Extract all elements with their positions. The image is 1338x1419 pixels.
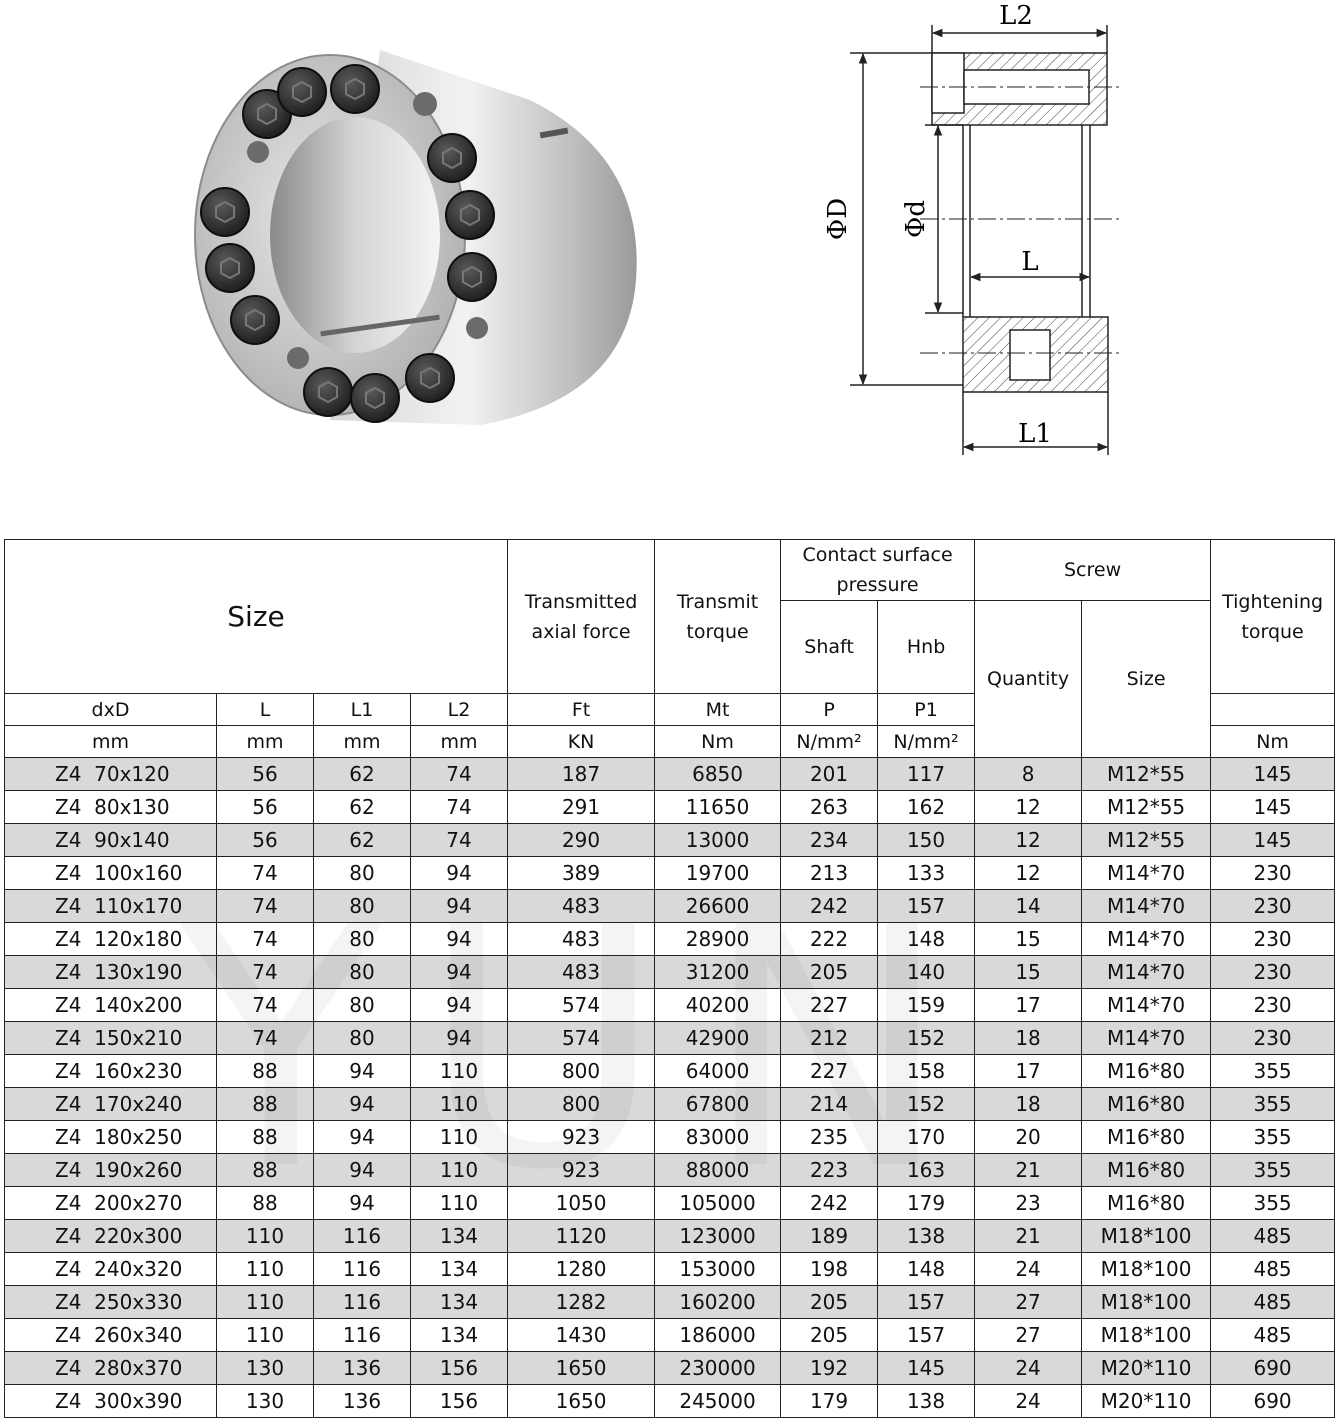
cell-P1: 157 (878, 1286, 975, 1319)
cell-tightening: 690 (1211, 1385, 1335, 1418)
cell-screw-size: M16*80 (1082, 1187, 1211, 1220)
cell-screw-size: M16*80 (1082, 1121, 1211, 1154)
cell-tightening: 230 (1211, 989, 1335, 1022)
symbol-dxD: dxD (5, 694, 217, 726)
cell-L1: 80 (314, 956, 411, 989)
cell-L: 74 (217, 923, 314, 956)
cell-L2: 74 (411, 791, 508, 824)
table-row (5, 1121, 1335, 1154)
dim-label-L: L (1021, 247, 1039, 277)
cell-L1: 94 (314, 1055, 411, 1088)
cell-L2: 74 (411, 758, 508, 791)
cell-L2: 110 (411, 1187, 508, 1220)
cell-quantity: 17 (975, 1055, 1082, 1088)
cell-quantity: 27 (975, 1319, 1082, 1352)
cell-Ft: 483 (508, 956, 655, 989)
cell-P: 201 (781, 758, 878, 791)
header-tightening-torque: Tightening torque (1211, 540, 1335, 694)
cell-L: 88 (217, 1055, 314, 1088)
cell-P1: 145 (878, 1352, 975, 1385)
cell-L: 74 (217, 956, 314, 989)
table-row (5, 1055, 1335, 1088)
cell-L1: 116 (314, 1286, 411, 1319)
cell-L: 56 (217, 824, 314, 857)
cell-L2: 94 (411, 1022, 508, 1055)
cell-quantity: 21 (975, 1154, 1082, 1187)
cell-screw-size: M12*55 (1082, 824, 1211, 857)
cell-P: 179 (781, 1385, 878, 1418)
cell-P: 227 (781, 1055, 878, 1088)
cell-L: 110 (217, 1253, 314, 1286)
dim-label-L2: L2 (999, 1, 1033, 31)
cell-tightening: 145 (1211, 791, 1335, 824)
table-row (5, 824, 1335, 857)
cell-tightening: 355 (1211, 1088, 1335, 1121)
cell-quantity: 23 (975, 1187, 1082, 1220)
cell-L1: 136 (314, 1385, 411, 1418)
cell-Ft: 800 (508, 1088, 655, 1121)
cell-L1: 136 (314, 1352, 411, 1385)
cell-tightening: 355 (1211, 1121, 1335, 1154)
table-row (5, 1253, 1335, 1286)
cell-size: Z4 220x300 (5, 1220, 217, 1253)
symbol-Ft: Ft (508, 694, 655, 726)
cell-P: 263 (781, 791, 878, 824)
cell-Ft: 574 (508, 1022, 655, 1055)
cell-tightening: 485 (1211, 1286, 1335, 1319)
cell-tightening: 485 (1211, 1253, 1335, 1286)
cell-Ft: 1120 (508, 1220, 655, 1253)
table-row (5, 1220, 1335, 1253)
cell-L1: 80 (314, 890, 411, 923)
table-row (5, 1088, 1335, 1121)
cell-L2: 156 (411, 1385, 508, 1418)
cell-P1: 162 (878, 791, 975, 824)
cell-L: 88 (217, 1187, 314, 1220)
cell-Ft: 389 (508, 857, 655, 890)
cell-L1: 94 (314, 1154, 411, 1187)
cell-size: Z4 250x330 (5, 1286, 217, 1319)
table-row (5, 1286, 1335, 1319)
cell-tightening: 485 (1211, 1319, 1335, 1352)
cell-tightening: 145 (1211, 758, 1335, 791)
header-screw: Screw (975, 540, 1211, 601)
cell-size: Z4 100x160 (5, 857, 217, 890)
cell-P1: 152 (878, 1022, 975, 1055)
cell-P1: 138 (878, 1385, 975, 1418)
cell-screw-size: M14*70 (1082, 989, 1211, 1022)
cell-P1: 157 (878, 1319, 975, 1352)
cell-L2: 134 (411, 1319, 508, 1352)
cell-P: 234 (781, 824, 878, 857)
cell-L: 74 (217, 989, 314, 1022)
cell-Mt: 31200 (655, 956, 781, 989)
cell-size: Z4 110x170 (5, 890, 217, 923)
unit-P: N/mm² (781, 726, 878, 758)
cell-Ft: 923 (508, 1121, 655, 1154)
cell-P1: 157 (878, 890, 975, 923)
cell-Ft: 291 (508, 791, 655, 824)
cell-Mt: 67800 (655, 1088, 781, 1121)
cell-Mt: 28900 (655, 923, 781, 956)
table-row (5, 1187, 1335, 1220)
cell-screw-size: M18*100 (1082, 1253, 1211, 1286)
unit-dxD: mm (5, 726, 217, 758)
header-shaft: Shaft (781, 601, 878, 694)
cell-L: 88 (217, 1154, 314, 1187)
cell-L: 88 (217, 1088, 314, 1121)
cell-screw-size: M16*80 (1082, 1088, 1211, 1121)
cell-Mt: 245000 (655, 1385, 781, 1418)
cell-screw-size: M18*100 (1082, 1319, 1211, 1352)
cell-quantity: 17 (975, 989, 1082, 1022)
cell-quantity: 15 (975, 923, 1082, 956)
cell-P: 242 (781, 890, 878, 923)
cell-P1: 158 (878, 1055, 975, 1088)
cell-screw-size: M12*55 (1082, 791, 1211, 824)
table-row (5, 857, 1335, 890)
cell-L2: 110 (411, 1088, 508, 1121)
cell-Mt: 26600 (655, 890, 781, 923)
cell-quantity: 21 (975, 1220, 1082, 1253)
cell-P: 192 (781, 1352, 878, 1385)
symbol-P: P (781, 694, 878, 726)
cell-tightening: 355 (1211, 1154, 1335, 1187)
unit-L: mm (217, 726, 314, 758)
cell-Ft: 923 (508, 1154, 655, 1187)
cell-Mt: 11650 (655, 791, 781, 824)
cell-screw-size: M16*80 (1082, 1154, 1211, 1187)
symbol-Mt: Mt (655, 694, 781, 726)
table-row (5, 1319, 1335, 1352)
cell-Ft: 574 (508, 989, 655, 1022)
cell-L: 74 (217, 1022, 314, 1055)
cell-tightening: 145 (1211, 824, 1335, 857)
cell-Ft: 187 (508, 758, 655, 791)
cell-Mt: 160200 (655, 1286, 781, 1319)
cell-screw-size: M14*70 (1082, 857, 1211, 890)
symbol-L1: L1 (314, 694, 411, 726)
cell-P: 205 (781, 956, 878, 989)
cell-P: 242 (781, 1187, 878, 1220)
cell-size: Z4 180x250 (5, 1121, 217, 1154)
cell-L2: 110 (411, 1055, 508, 1088)
cell-quantity: 27 (975, 1286, 1082, 1319)
cell-screw-size: M18*100 (1082, 1220, 1211, 1253)
cell-P: 213 (781, 857, 878, 890)
cell-L1: 80 (314, 1022, 411, 1055)
cell-L1: 80 (314, 989, 411, 1022)
cell-P: 227 (781, 989, 878, 1022)
cell-L1: 62 (314, 824, 411, 857)
header-axial-force: Transmitted axial force (508, 540, 655, 694)
table-row (5, 1154, 1335, 1187)
cell-P1: 148 (878, 1253, 975, 1286)
cell-Mt: 105000 (655, 1187, 781, 1220)
cell-size: Z4 90x140 (5, 824, 217, 857)
cell-Ft: 1282 (508, 1286, 655, 1319)
cell-Ft: 483 (508, 923, 655, 956)
cell-L2: 94 (411, 890, 508, 923)
cell-screw-size: M14*70 (1082, 1022, 1211, 1055)
cell-quantity: 24 (975, 1253, 1082, 1286)
cell-quantity: 18 (975, 1022, 1082, 1055)
cell-Mt: 42900 (655, 1022, 781, 1055)
cell-P: 235 (781, 1121, 878, 1154)
cell-L2: 134 (411, 1220, 508, 1253)
cell-quantity: 12 (975, 857, 1082, 890)
cell-screw-size: M16*80 (1082, 1055, 1211, 1088)
cell-L2: 94 (411, 857, 508, 890)
cell-size: Z4 300x390 (5, 1385, 217, 1418)
cell-P1: 140 (878, 956, 975, 989)
cell-screw-size: M12*55 (1082, 758, 1211, 791)
cell-P: 212 (781, 1022, 878, 1055)
unit-L2: mm (411, 726, 508, 758)
cell-quantity: 12 (975, 824, 1082, 857)
cell-tightening: 355 (1211, 1187, 1335, 1220)
table-row (5, 890, 1335, 923)
unit-Ft: KN (508, 726, 655, 758)
cell-Mt: 6850 (655, 758, 781, 791)
cell-quantity: 20 (975, 1121, 1082, 1154)
cell-P1: 138 (878, 1220, 975, 1253)
cell-Mt: 13000 (655, 824, 781, 857)
cell-tightening: 230 (1211, 923, 1335, 956)
table-row (5, 1385, 1335, 1418)
cell-L2: 134 (411, 1253, 508, 1286)
cell-quantity: 8 (975, 758, 1082, 791)
cell-Ft: 1650 (508, 1385, 655, 1418)
cell-size: Z4 260x340 (5, 1319, 217, 1352)
symbol-L2: L2 (411, 694, 508, 726)
cell-Mt: 153000 (655, 1253, 781, 1286)
cell-size: Z4 160x230 (5, 1055, 217, 1088)
unit-P1: N/mm² (878, 726, 975, 758)
cell-Ft: 1050 (508, 1187, 655, 1220)
cell-screw-size: M20*110 (1082, 1352, 1211, 1385)
cell-P1: 179 (878, 1187, 975, 1220)
unit-L1: mm (314, 726, 411, 758)
cell-tightening: 230 (1211, 956, 1335, 989)
cell-L1: 116 (314, 1253, 411, 1286)
dim-label-L1: L1 (1018, 419, 1052, 449)
table-row (5, 1022, 1335, 1055)
unit-tightening: Nm (1211, 726, 1335, 758)
unit-Mt: Nm (655, 726, 781, 758)
cell-tightening: 355 (1211, 1055, 1335, 1088)
cell-L2: 110 (411, 1121, 508, 1154)
cell-tightening: 230 (1211, 857, 1335, 890)
cell-screw-size: M18*100 (1082, 1286, 1211, 1319)
symbol-P1: P1 (878, 694, 975, 726)
cell-size: Z4 80x130 (5, 791, 217, 824)
cell-size: Z4 190x260 (5, 1154, 217, 1187)
cell-tightening: 690 (1211, 1352, 1335, 1385)
cell-Mt: 83000 (655, 1121, 781, 1154)
cell-size: Z4 150x210 (5, 1022, 217, 1055)
cell-L: 110 (217, 1286, 314, 1319)
cell-P1: 150 (878, 824, 975, 857)
header-screw-size: Size (1082, 601, 1211, 758)
cell-L2: 94 (411, 989, 508, 1022)
cell-L2: 74 (411, 824, 508, 857)
cell-P: 223 (781, 1154, 878, 1187)
cell-L2: 94 (411, 923, 508, 956)
cell-L1: 62 (314, 758, 411, 791)
cell-quantity: 14 (975, 890, 1082, 923)
cell-P: 198 (781, 1253, 878, 1286)
cell-Mt: 64000 (655, 1055, 781, 1088)
cell-size: Z4 280x370 (5, 1352, 217, 1385)
header-hnb: Hnb (878, 601, 975, 694)
cell-Mt: 186000 (655, 1319, 781, 1352)
cell-Ft: 1430 (508, 1319, 655, 1352)
cell-P: 189 (781, 1220, 878, 1253)
cell-quantity: 12 (975, 791, 1082, 824)
symbol-tightening-empty (1211, 694, 1335, 726)
cell-P1: 163 (878, 1154, 975, 1187)
cell-Ft: 483 (508, 890, 655, 923)
table-row (5, 956, 1335, 989)
cell-P: 222 (781, 923, 878, 956)
cell-screw-size: M14*70 (1082, 890, 1211, 923)
cell-size: Z4 200x270 (5, 1187, 217, 1220)
cell-L: 130 (217, 1352, 314, 1385)
cell-P1: 117 (878, 758, 975, 791)
cell-P1: 159 (878, 989, 975, 1022)
cell-L: 130 (217, 1385, 314, 1418)
cell-screw-size: M14*70 (1082, 956, 1211, 989)
cell-tightening: 230 (1211, 890, 1335, 923)
cell-L: 88 (217, 1121, 314, 1154)
cell-L1: 116 (314, 1319, 411, 1352)
cell-L2: 134 (411, 1286, 508, 1319)
cell-size: Z4 120x180 (5, 923, 217, 956)
cell-size: Z4 240x320 (5, 1253, 217, 1286)
spec-table (4, 539, 1335, 1418)
cell-Ft: 1280 (508, 1253, 655, 1286)
cell-quantity: 18 (975, 1088, 1082, 1121)
product-photo (180, 40, 660, 440)
table-row (5, 758, 1335, 791)
cell-Mt: 88000 (655, 1154, 781, 1187)
cell-Ft: 290 (508, 824, 655, 857)
cell-Ft: 800 (508, 1055, 655, 1088)
cell-size: Z4 70x120 (5, 758, 217, 791)
cell-P1: 148 (878, 923, 975, 956)
cell-L: 110 (217, 1220, 314, 1253)
cell-L2: 94 (411, 956, 508, 989)
technical-drawing (820, 0, 1160, 470)
cell-tightening: 485 (1211, 1220, 1335, 1253)
cell-quantity: 24 (975, 1352, 1082, 1385)
cell-L2: 156 (411, 1352, 508, 1385)
cell-L1: 94 (314, 1088, 411, 1121)
dim-label-outer-diameter: ΦD (823, 197, 853, 241)
cell-L1: 94 (314, 1121, 411, 1154)
cell-Mt: 230000 (655, 1352, 781, 1385)
cell-L: 74 (217, 890, 314, 923)
header-contact-pressure: Contact surface pressure (781, 540, 975, 601)
cell-quantity: 15 (975, 956, 1082, 989)
cell-tightening: 230 (1211, 1022, 1335, 1055)
cell-L1: 62 (314, 791, 411, 824)
cell-Ft: 1650 (508, 1352, 655, 1385)
cell-size: Z4 130x190 (5, 956, 217, 989)
header-screw-quantity: Quantity (975, 601, 1082, 758)
table-row (5, 923, 1335, 956)
header-torque: Transmit torque (655, 540, 781, 694)
cell-L: 74 (217, 857, 314, 890)
cell-L1: 80 (314, 857, 411, 890)
cell-L1: 116 (314, 1220, 411, 1253)
cell-screw-size: M20*110 (1082, 1385, 1211, 1418)
cell-L: 56 (217, 758, 314, 791)
cell-P: 205 (781, 1319, 878, 1352)
cell-P1: 133 (878, 857, 975, 890)
header-size: Size (5, 540, 508, 694)
dim-label-inner-diameter: Φd (901, 200, 931, 238)
table-row (5, 791, 1335, 824)
cell-L1: 80 (314, 923, 411, 956)
cell-L1: 94 (314, 1187, 411, 1220)
cell-Mt: 40200 (655, 989, 781, 1022)
cell-L2: 110 (411, 1154, 508, 1187)
table-row (5, 989, 1335, 1022)
table-row (5, 1352, 1335, 1385)
cell-quantity: 24 (975, 1385, 1082, 1418)
cell-Mt: 123000 (655, 1220, 781, 1253)
cell-L: 56 (217, 791, 314, 824)
cell-screw-size: M14*70 (1082, 923, 1211, 956)
cell-P: 214 (781, 1088, 878, 1121)
cell-Mt: 19700 (655, 857, 781, 890)
cell-P1: 170 (878, 1121, 975, 1154)
symbol-L: L (217, 694, 314, 726)
cell-size: Z4 170x240 (5, 1088, 217, 1121)
cell-L: 110 (217, 1319, 314, 1352)
cell-P: 205 (781, 1286, 878, 1319)
cell-size: Z4 140x200 (5, 989, 217, 1022)
cell-P1: 152 (878, 1088, 975, 1121)
